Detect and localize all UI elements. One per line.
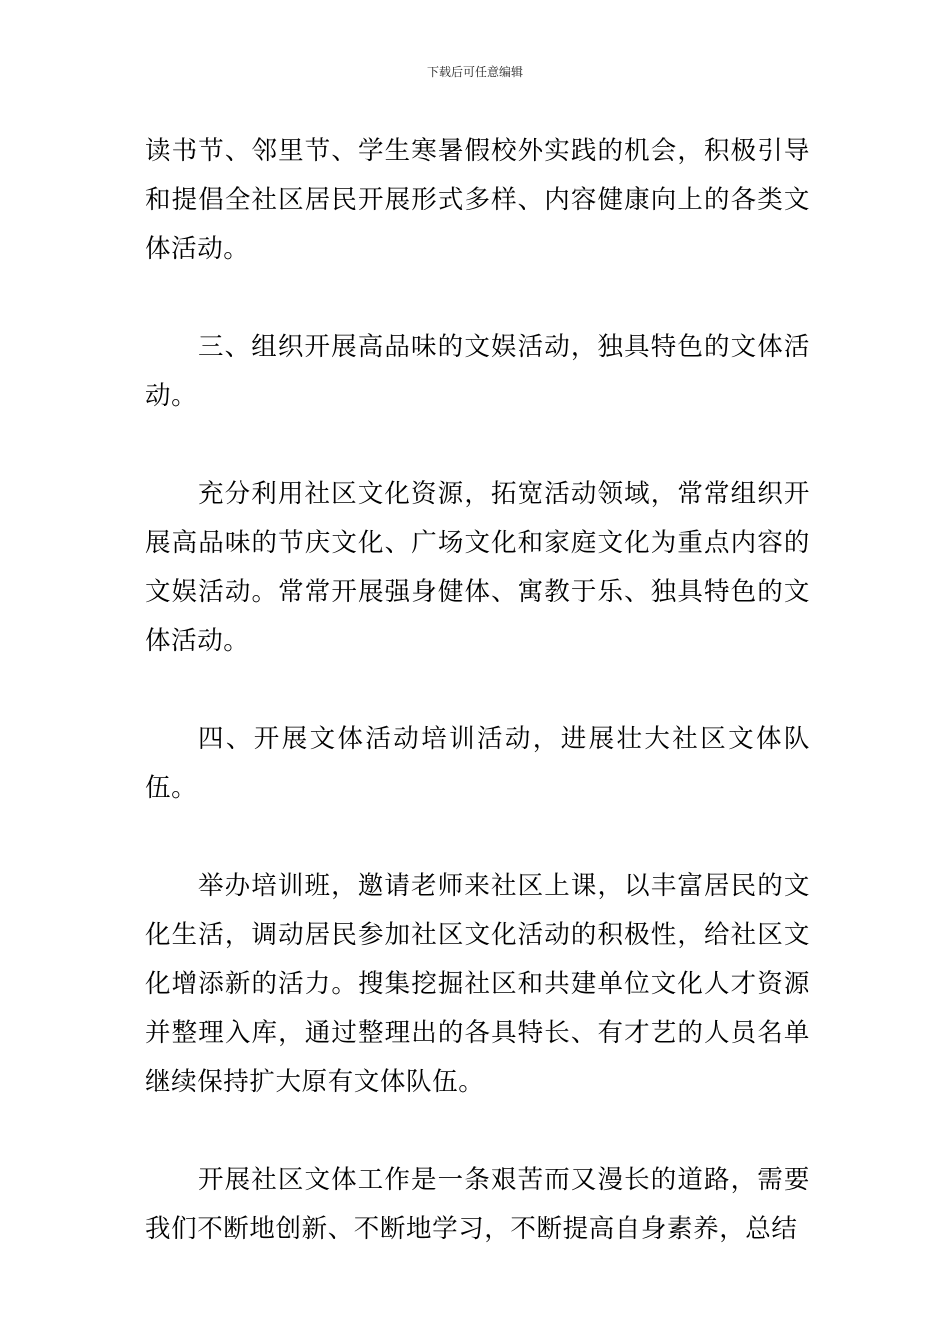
page-header-note: 下载后可任意编辑 [426,65,523,79]
paragraph-training: 举办培训班，邀请老师来社区上课，以丰富居民的文化生活，调动居民参加社区文化活动的积极性，给社区文化增添新的活力。搜集挖掘社区和共建单位文化人才资源并整理入库，通过整理出的各具特长、有才艺的人员名单继续保持扩大原有文体队伍。 [145,871,810,1097]
paragraph-cultural-resources: 充分利用社区文化资源，拓宽活动领域，常常组织开展高品味的节庆文化、广场文化和家庭文化为重点内容的文娱活动。常常开展强身健体、寓教于乐、独具特色的文体活动。 [145,479,810,656]
document-body [145,127,810,1254]
paragraph-continuation: 读书节、邻里节、学生寒暑假校外实践的机会，积极引导和提倡全社区居民开展形式多样、内容健康向上的各类文体活动。 [145,136,810,264]
paragraph-conclusion: 开展社区文体工作是一条艰苦而又漫长的道路，需要我们不断地创新、不断地学习，不断提高自身素养，总结 [145,1165,810,1244]
section-heading-4: 四、开展文体活动培训活动，进展壮大社区文体队伍。 [145,724,810,803]
section-heading-3: 三、组织开展高品味的文娱活动，独具特色的文体活动。 [145,332,810,411]
